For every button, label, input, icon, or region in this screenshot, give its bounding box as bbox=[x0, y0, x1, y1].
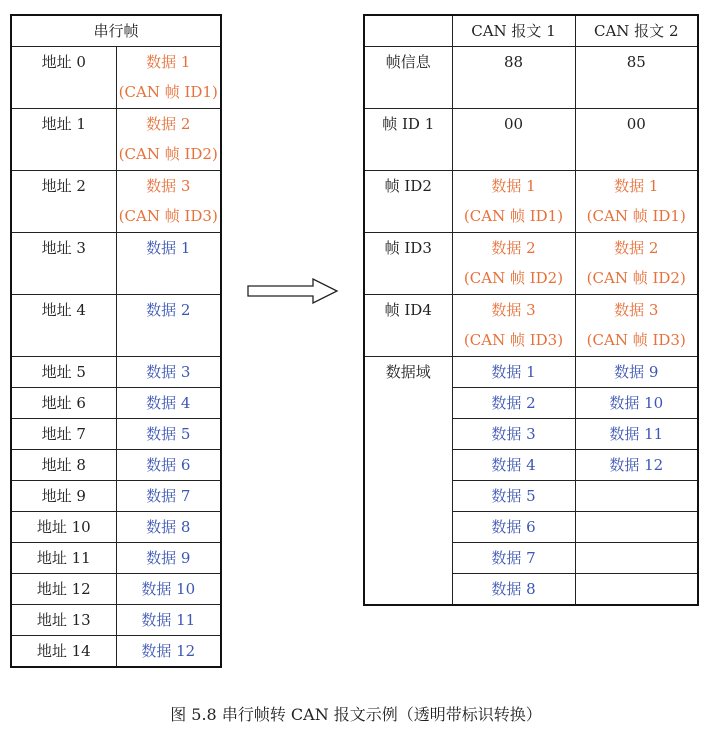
can-msg2-cell bbox=[575, 171, 698, 233]
address-cell bbox=[11, 512, 116, 543]
can-msg2-cell bbox=[575, 574, 698, 606]
address-cell bbox=[11, 47, 116, 109]
data-label: 数据 6 bbox=[146, 456, 191, 474]
data-cell bbox=[116, 47, 221, 109]
can-header-label bbox=[365, 16, 452, 46]
address-cell bbox=[11, 171, 116, 233]
value-label: 85 bbox=[626, 53, 646, 71]
frame-id-label: (CAN 帧 ID2) bbox=[463, 269, 564, 287]
can-msg2-cell bbox=[575, 481, 698, 512]
address-label: 地址 9 bbox=[41, 487, 86, 505]
data-label: 数据 11 bbox=[141, 611, 196, 629]
data-label: 数据 5 bbox=[491, 487, 536, 505]
data-label: 数据 12 bbox=[609, 456, 664, 474]
data-label: 数据 2 bbox=[491, 394, 536, 412]
address-label: 地址 0 bbox=[41, 53, 86, 71]
row-label: 数据域 bbox=[385, 363, 431, 381]
data-cell bbox=[116, 388, 221, 419]
data-label: 数据 4 bbox=[491, 456, 536, 474]
data-label: 数据 11 bbox=[609, 425, 664, 443]
serial-frame-row bbox=[11, 543, 221, 574]
data-cell bbox=[116, 109, 221, 171]
serial-frame-row bbox=[11, 419, 221, 450]
serial-frame-row bbox=[11, 357, 221, 388]
data-cell bbox=[116, 295, 221, 357]
value-label: 00 bbox=[503, 115, 524, 133]
row-label-cell bbox=[364, 171, 452, 233]
address-label: 地址 2 bbox=[41, 177, 86, 195]
can-header-label: CAN 报文 1 bbox=[471, 22, 556, 40]
serial-frame-title: 串行帧 bbox=[93, 22, 139, 40]
can-row-id1 bbox=[364, 109, 698, 171]
data-cell bbox=[116, 419, 221, 450]
data-cell bbox=[116, 171, 221, 233]
data-label: 数据 9 bbox=[146, 549, 191, 567]
can-msg1-cell bbox=[452, 388, 575, 419]
row-label-cell bbox=[364, 357, 452, 606]
can-msg2-cell bbox=[575, 357, 698, 388]
data-label: 数据 4 bbox=[146, 394, 191, 412]
can-msg2-cell bbox=[575, 47, 698, 109]
can-msg2-cell bbox=[575, 233, 698, 295]
serial-frame-body bbox=[11, 15, 221, 667]
can-msg1-cell bbox=[452, 543, 575, 574]
address-cell bbox=[11, 109, 116, 171]
data-label: 数据 8 bbox=[146, 518, 191, 536]
data-label: 数据 5 bbox=[146, 425, 191, 443]
frame-id-label: (CAN 帧 ID1) bbox=[586, 207, 686, 225]
can-msg1-cell bbox=[452, 171, 575, 233]
row-label-cell bbox=[364, 233, 452, 295]
data-label: 数据 1 bbox=[146, 239, 191, 257]
row-label: 帧 ID4 bbox=[384, 301, 432, 319]
data-label: 数据 3 bbox=[146, 363, 191, 381]
row-label-cell bbox=[364, 109, 452, 171]
row-label: 帧 ID3 bbox=[384, 239, 432, 257]
data-label: 数据 8 bbox=[491, 580, 536, 598]
data-field-row bbox=[364, 357, 698, 388]
address-cell bbox=[11, 357, 116, 388]
address-cell bbox=[11, 481, 116, 512]
row-label: 帧 ID 1 bbox=[382, 115, 435, 133]
can-msg1-cell bbox=[452, 574, 575, 606]
can-header-row bbox=[364, 15, 698, 47]
data-label: 数据 1 bbox=[491, 363, 536, 381]
serial-frame-table bbox=[10, 14, 222, 668]
serial-frame-row bbox=[11, 295, 221, 357]
data-label: 数据 7 bbox=[491, 549, 536, 567]
can-msg2-cell bbox=[575, 388, 698, 419]
data-label: 数据 10 bbox=[141, 580, 196, 598]
address-label: 地址 3 bbox=[41, 239, 86, 257]
data-label: 数据 10 bbox=[609, 394, 664, 412]
can-msg2-cell bbox=[575, 512, 698, 543]
can-header-cell bbox=[364, 15, 452, 47]
frame-id-label: (CAN 帧 ID2) bbox=[118, 145, 218, 163]
data-label: 数据 9 bbox=[614, 363, 659, 381]
can-message-body bbox=[364, 15, 698, 605]
data-label: 数据 12 bbox=[141, 642, 196, 660]
data-label: 数据 3 bbox=[491, 425, 536, 443]
address-cell bbox=[11, 388, 116, 419]
can-msg1-cell bbox=[452, 357, 575, 388]
address-label: 地址 14 bbox=[36, 642, 91, 660]
frame-id-label: (CAN 帧 ID3) bbox=[118, 207, 218, 225]
data-cell bbox=[116, 605, 221, 636]
data-cell bbox=[116, 574, 221, 605]
address-cell bbox=[11, 450, 116, 481]
address-label: 地址 8 bbox=[41, 456, 86, 474]
can-msg1-cell bbox=[452, 481, 575, 512]
data-label: 数据 2 bbox=[146, 115, 191, 133]
can-msg2-cell bbox=[575, 543, 698, 574]
row-label: 帧 ID2 bbox=[384, 177, 432, 195]
address-label: 地址 6 bbox=[41, 394, 86, 412]
data-cell bbox=[116, 543, 221, 574]
data-label: 数据 3 bbox=[491, 301, 536, 319]
serial-frame-row bbox=[11, 388, 221, 419]
serial-frame-row bbox=[11, 574, 221, 605]
can-msg1-cell bbox=[452, 47, 575, 109]
can-msg2-cell bbox=[575, 419, 698, 450]
can-msg2-cell bbox=[575, 109, 698, 171]
data-cell bbox=[116, 636, 221, 668]
address-cell bbox=[11, 574, 116, 605]
can-msg1-cell bbox=[452, 512, 575, 543]
can-msg1-cell bbox=[452, 419, 575, 450]
can-msg2-cell bbox=[575, 295, 698, 357]
right-arrow-icon bbox=[247, 278, 339, 304]
data-cell bbox=[116, 512, 221, 543]
can-header-cell bbox=[452, 15, 575, 47]
can-row-id2 bbox=[364, 171, 698, 233]
data-label: 数据 1 bbox=[491, 177, 536, 195]
frame-id-label: (CAN 帧 ID3) bbox=[586, 331, 686, 349]
address-cell bbox=[11, 295, 116, 357]
address-cell bbox=[11, 233, 116, 295]
address-label: 地址 11 bbox=[36, 549, 91, 567]
data-label: 数据 2 bbox=[614, 239, 659, 257]
data-label: 数据 1 bbox=[146, 53, 191, 71]
serial-frame-row bbox=[11, 605, 221, 636]
serial-frame-row bbox=[11, 233, 221, 295]
address-label: 地址 4 bbox=[41, 301, 86, 319]
frame-id-label: (CAN 帧 ID1) bbox=[463, 207, 564, 225]
data-cell bbox=[116, 481, 221, 512]
serial-frame-row bbox=[11, 109, 221, 171]
serial-frame-row bbox=[11, 47, 221, 109]
can-row-id4 bbox=[364, 295, 698, 357]
data-label: 数据 6 bbox=[491, 518, 536, 536]
serial-frame-row bbox=[11, 636, 221, 668]
data-cell bbox=[116, 233, 221, 295]
address-label: 地址 12 bbox=[36, 580, 91, 598]
frame-id-label: (CAN 帧 ID1) bbox=[118, 83, 218, 101]
frame-id-label: (CAN 帧 ID2) bbox=[586, 269, 686, 287]
address-cell bbox=[11, 419, 116, 450]
can-row-id3 bbox=[364, 233, 698, 295]
address-label: 地址 13 bbox=[36, 611, 91, 629]
can-message-table bbox=[363, 14, 699, 606]
data-label: 数据 1 bbox=[614, 177, 659, 195]
can-msg1-cell bbox=[452, 295, 575, 357]
serial-frame-header-row bbox=[11, 15, 221, 47]
serial-frame-header bbox=[11, 15, 221, 47]
address-label: 地址 10 bbox=[36, 518, 91, 536]
address-cell bbox=[11, 543, 116, 574]
serial-frame-row bbox=[11, 450, 221, 481]
address-cell bbox=[11, 636, 116, 668]
value-label: 88 bbox=[503, 53, 524, 71]
figure-caption: 图 5.8 串行帧转 CAN 报文示例（透明带标识转换） bbox=[170, 705, 542, 724]
data-label: 数据 2 bbox=[491, 239, 536, 257]
row-label: 帧信息 bbox=[385, 53, 431, 71]
data-label: 数据 7 bbox=[146, 487, 191, 505]
data-label: 数据 2 bbox=[146, 301, 191, 319]
frame-id-label: (CAN 帧 ID3) bbox=[463, 331, 564, 349]
can-msg1-cell bbox=[452, 233, 575, 295]
address-label: 地址 7 bbox=[41, 425, 86, 443]
address-cell bbox=[11, 605, 116, 636]
data-cell bbox=[116, 450, 221, 481]
serial-frame-row bbox=[11, 512, 221, 543]
address-label: 地址 5 bbox=[41, 363, 86, 381]
data-label: 数据 3 bbox=[146, 177, 191, 195]
serial-frame-row bbox=[11, 171, 221, 233]
can-header-cell bbox=[575, 15, 698, 47]
address-label: 地址 1 bbox=[41, 115, 86, 133]
value-label: 00 bbox=[626, 115, 646, 133]
serial-frame-row bbox=[11, 481, 221, 512]
can-row-frame_info bbox=[364, 47, 698, 109]
can-header-label: CAN 报文 2 bbox=[593, 22, 679, 40]
row-label-cell bbox=[364, 47, 452, 109]
row-label-cell bbox=[364, 295, 452, 357]
data-cell bbox=[116, 357, 221, 388]
can-msg1-cell bbox=[452, 109, 575, 171]
data-label: 数据 3 bbox=[614, 301, 659, 319]
can-msg1-cell bbox=[452, 450, 575, 481]
can-msg2-cell bbox=[575, 450, 698, 481]
